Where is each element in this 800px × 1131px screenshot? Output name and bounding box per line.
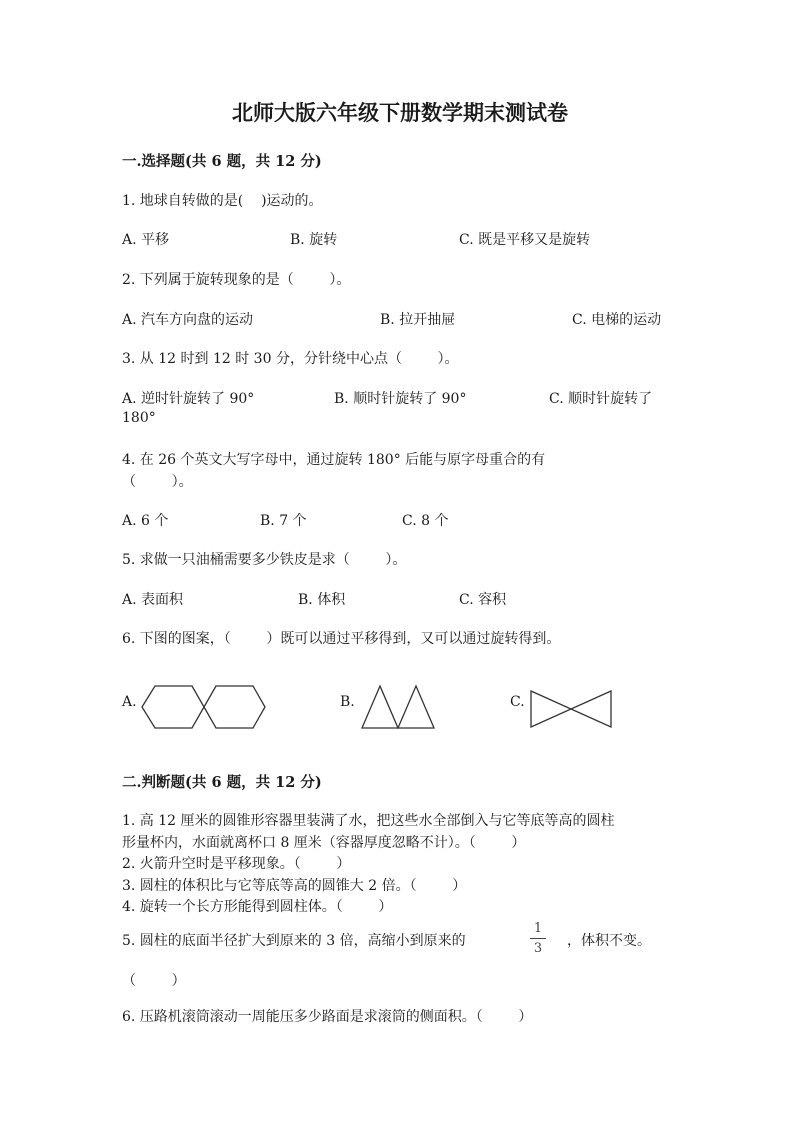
judge-5-text: 5. 圆柱的底面半径扩大到原来的 3 倍，高缩小到原来的	[122, 933, 466, 949]
question-4-option-c[interactable]: C. 8 个	[402, 513, 449, 529]
question-1-stem: 1. 地球自转做的是( )运动的。	[122, 193, 323, 209]
judge-2: 2. 火箭升空时是平移现象。（ ）	[122, 856, 351, 872]
question-5-option-b[interactable]: B. 体积	[298, 592, 346, 608]
section-heading-choice: 一.选择题(共 6 题，共 12 分)	[122, 153, 322, 170]
two-hexagons-figure	[140, 684, 268, 730]
fraction-bar	[530, 938, 546, 939]
two-triangles-figure	[360, 684, 436, 730]
question-3-option-a[interactable]: A. 逆时针旋转了 90°	[122, 391, 255, 407]
judge-5-answer: （ ）	[122, 973, 186, 989]
question-6-option-c[interactable]: C.	[510, 694, 525, 710]
question-1-option-b[interactable]: B. 旋转	[290, 232, 338, 248]
question-6-option-a[interactable]: A.	[122, 694, 137, 710]
question-3-option-c-cont: 180°	[122, 410, 156, 426]
judge-4: 4. 旋转一个长方形能得到圆柱体。（ ）	[122, 899, 393, 915]
question-3-option-c[interactable]: C. 顺时针旋转了	[549, 391, 653, 407]
question-5-option-c[interactable]: C. 容积	[459, 592, 507, 608]
question-1-option-a[interactable]: A. 平移	[122, 232, 170, 248]
judge-1-line1: 1. 高 12 厘米的圆锥形容器里装满了水，把这些水全部倒入与它等底等高的圆柱	[122, 813, 615, 829]
question-5-option-a[interactable]: A. 表面积	[122, 592, 184, 608]
question-3-stem: 3. 从 12 时到 12 时 30 分，分针绕中心点（ ）。	[122, 351, 459, 367]
question-2-option-b[interactable]: B. 拉开抽屉	[380, 312, 456, 328]
question-2-option-a[interactable]: A. 汽车方向盘的运动	[122, 312, 254, 328]
fraction-numerator: 1	[533, 921, 543, 936]
page-title: 北师大版六年级下册数学期末测试卷	[232, 100, 568, 125]
question-2-option-c[interactable]: C. 电梯的运动	[572, 312, 662, 328]
question-1-option-c[interactable]: C. 既是平移又是旋转	[459, 232, 591, 248]
question-5-stem: 5. 求做一只油桶需要多少铁皮是求（ ）。	[122, 552, 407, 568]
question-2-stem: 2. 下列属于旋转现象的是（ ）。	[122, 272, 351, 288]
judge-3: 3. 圆柱的体积比与它等底等高的圆锥大 2 倍。（ ）	[122, 878, 467, 894]
judge-1-line2: 形量杯内，水面就离杯口 8 厘米（容器厚度忽略不计）。（ ）	[122, 835, 526, 851]
question-3-option-b[interactable]: B. 顺时针旋转了 90°	[334, 391, 467, 407]
fraction-denominator: 3	[533, 941, 543, 956]
question-4-option-b[interactable]: B. 7 个	[260, 513, 307, 529]
bowtie-figure	[530, 690, 612, 728]
question-4-option-a[interactable]: A. 6 个	[122, 513, 169, 529]
fraction-one-third	[530, 921, 546, 956]
question-4-stem-cont: （ ）。	[122, 474, 193, 490]
question-6-option-b[interactable]: B.	[340, 694, 355, 710]
judge-5-text-end: ，体积不变。	[567, 933, 651, 949]
section-heading-judgement: 二.判断题(共 6 题，共 12 分)	[122, 774, 322, 791]
judge-6: 6. 压路机滚筒滚动一周能压多少路面是求滚筒的侧面积。（ ）	[122, 1009, 533, 1025]
question-4-stem: 4. 在 26 个英文大写字母中，通过旋转 180° 后能与原字母重合的有	[122, 452, 546, 468]
question-6-stem: 6. 下图的图案，（ ）既可以通过平移得到，又可以通过旋转得到。	[122, 631, 561, 647]
